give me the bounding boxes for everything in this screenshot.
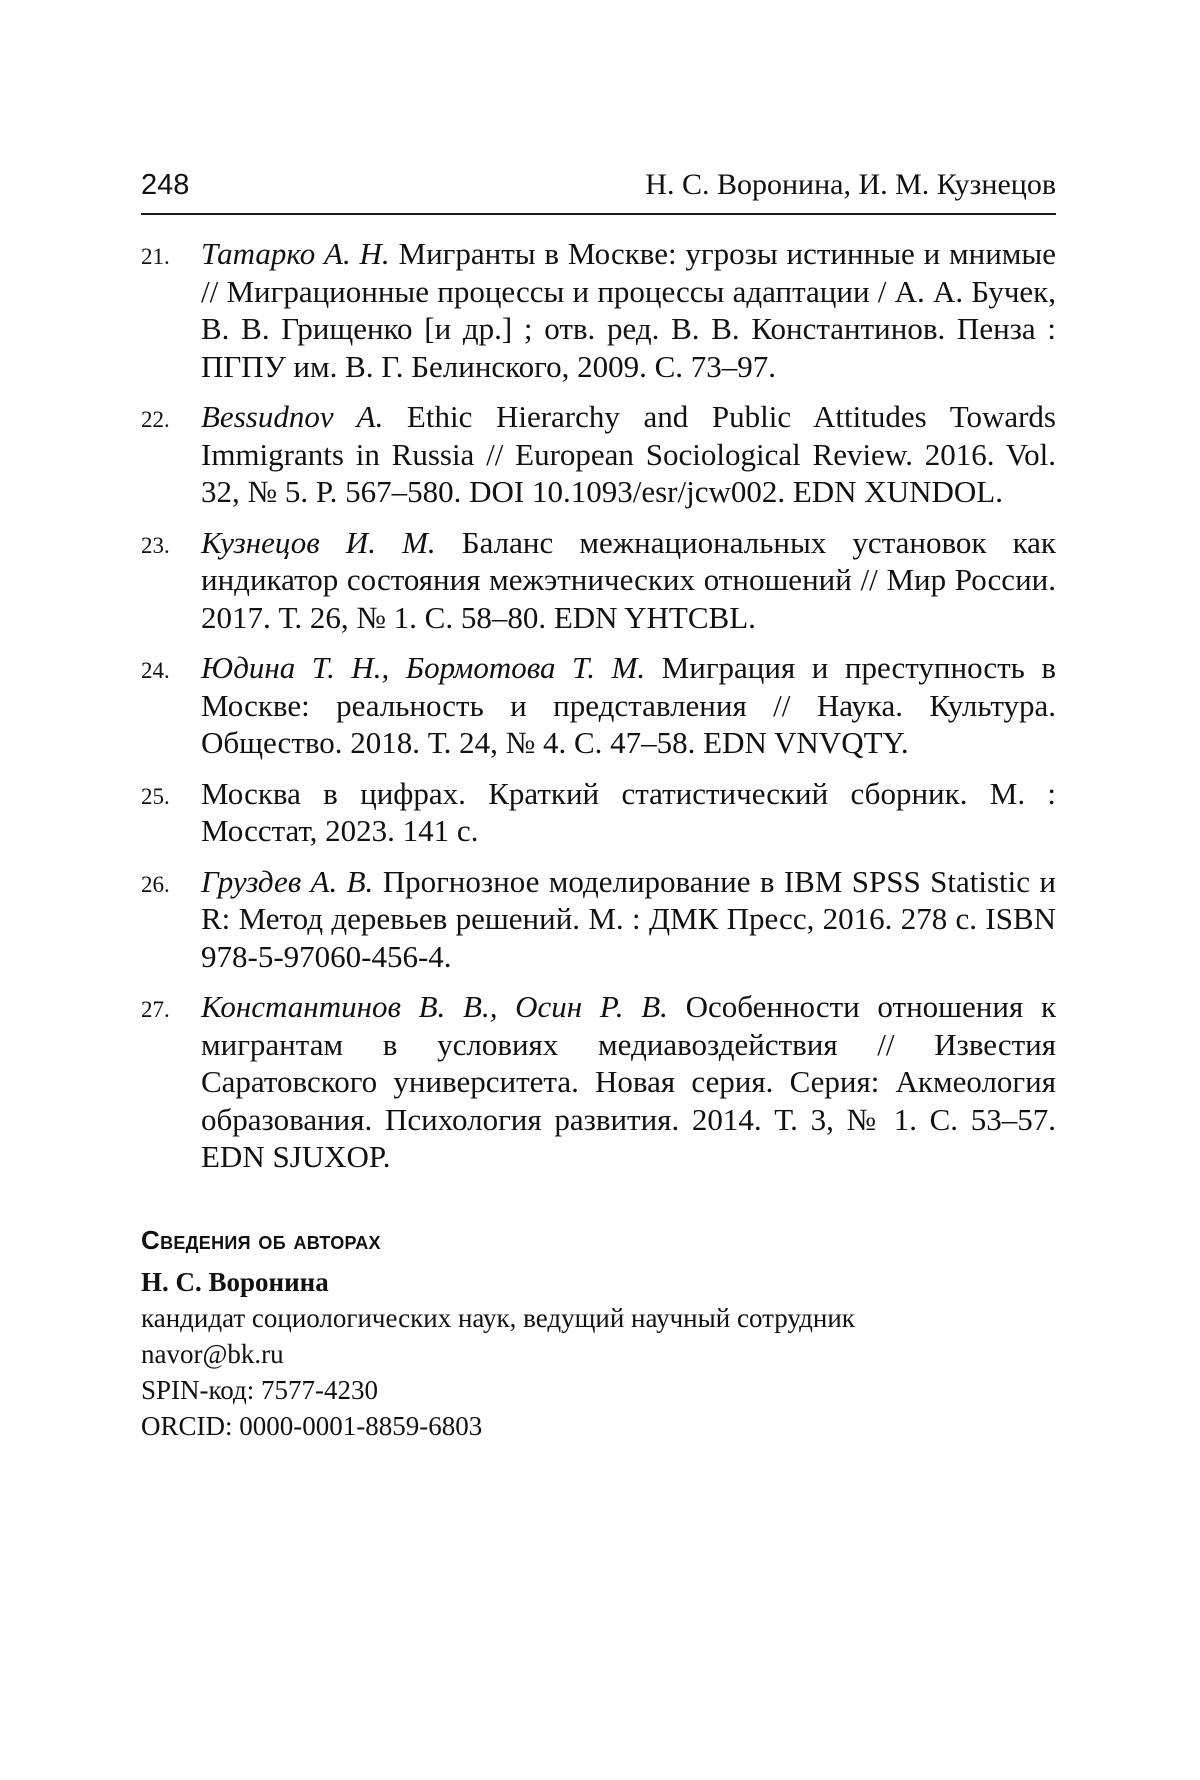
reference-text bbox=[201, 398, 1056, 511]
reference-number: 27. bbox=[141, 997, 170, 1022]
reference-text bbox=[201, 649, 1056, 762]
reference-number: 25. bbox=[141, 783, 170, 809]
reference-body: Особенности отношения к мигрантам в условиях медиавоздействия // Известия Саратовского университета. Новая серия. Серия: Акмеология образования. Психология развития. 2014. Т. 3, № 1. С. 53–57. EDN SJUXOP. bbox=[201, 989, 1056, 1174]
reference-text bbox=[201, 863, 1056, 976]
reference-item bbox=[141, 988, 1056, 1176]
reference-body: Прогнозное моделирование в IBM SPSS Statistic и R: Метод деревьев решений. М. : ДМК Пресс, 2016. 278 с. ISBN 978-5-97060-456-4. bbox=[201, 863, 1056, 974]
reference-authors: Татарко А. Н. bbox=[201, 236, 390, 271]
reference-item bbox=[141, 524, 1056, 637]
author-orcid: ORCID: 0000-0001-8859-6803 bbox=[141, 1410, 483, 1441]
author-position: кандидат социологических наук, ведущий научный сотрудник bbox=[141, 1302, 855, 1333]
reference-number: 26. bbox=[141, 871, 170, 897]
reference-authors: Кузнецов И. М. bbox=[201, 524, 436, 560]
author-spin: SPIN-код: 7577-4230 bbox=[141, 1374, 378, 1405]
reference-item bbox=[141, 649, 1056, 762]
running-header bbox=[141, 165, 1056, 215]
author-email: navor@bk.ru bbox=[141, 1338, 284, 1369]
reference-authors: Груздев А. В. bbox=[201, 863, 374, 899]
reference-body: Мигранты в Москве: угрозы истинные и мнимые // Миграционные процессы и процессы адаптации / А. А. Бучек, В. В. Грищенко [и др.] ; отв. ред. В. В. Константинов. Пенза : ПГПУ им. В. Г. Белинского, 2009. С. 73–97. bbox=[201, 236, 1057, 384]
reference-text bbox=[201, 775, 1056, 850]
reference-number: 21. bbox=[141, 244, 170, 269]
reference-authors: Юдина Т. Н., Бормотова Т. М. bbox=[201, 650, 646, 685]
reference-text bbox=[201, 235, 1056, 385]
reference-text bbox=[201, 524, 1056, 637]
page bbox=[141, 165, 1056, 1444]
author-name: Н. С. Воронина bbox=[141, 1266, 329, 1297]
reference-body: Миграция и преступность в Москве: реальность и представления // Наука. Культура. Общество. 2018. Т. 24, № 4. С. 47–58. EDN VNVQTY. bbox=[201, 650, 1056, 760]
reference-number: 23. bbox=[141, 532, 170, 558]
reference-item bbox=[141, 398, 1056, 511]
reference-authors: Константинов В. В., Осин Р. В. bbox=[201, 989, 668, 1024]
reference-body: Баланс межнациональных установок как индикатор состояния межэтнических отношений // Мир России. 2017. Т. 26, № 1. С. 58–80. EDN YHTCBL. bbox=[201, 524, 1056, 635]
reference-item bbox=[141, 775, 1056, 850]
running-title: Н. С. Воронина, И. М. Кузнецов bbox=[645, 168, 1056, 201]
reference-item bbox=[141, 235, 1056, 385]
reference-authors: Bessudnov A. bbox=[201, 399, 384, 434]
reference-body: Ethic Hierarchy and Public Attitudes Towards Immigrants in Russia // European Sociological Review. 2016. Vol. 32, № 5. P. 567–580. DOI 10.1093/esr/jcw002. EDN XUNDOL. bbox=[201, 399, 1056, 509]
reference-text bbox=[201, 988, 1056, 1176]
reference-item bbox=[141, 863, 1056, 976]
reference-list bbox=[141, 235, 1056, 1176]
authors-info bbox=[141, 1222, 1056, 1444]
reference-number: 22. bbox=[141, 407, 170, 432]
section-title: Сведения об авторах bbox=[141, 1224, 381, 1255]
reference-number: 24. bbox=[141, 658, 170, 683]
page-number: 248 bbox=[141, 169, 190, 201]
reference-body: Москва в цифрах. Краткий статистический сборник. М. : Мосстат, 2023. 141 с. bbox=[201, 775, 1056, 848]
